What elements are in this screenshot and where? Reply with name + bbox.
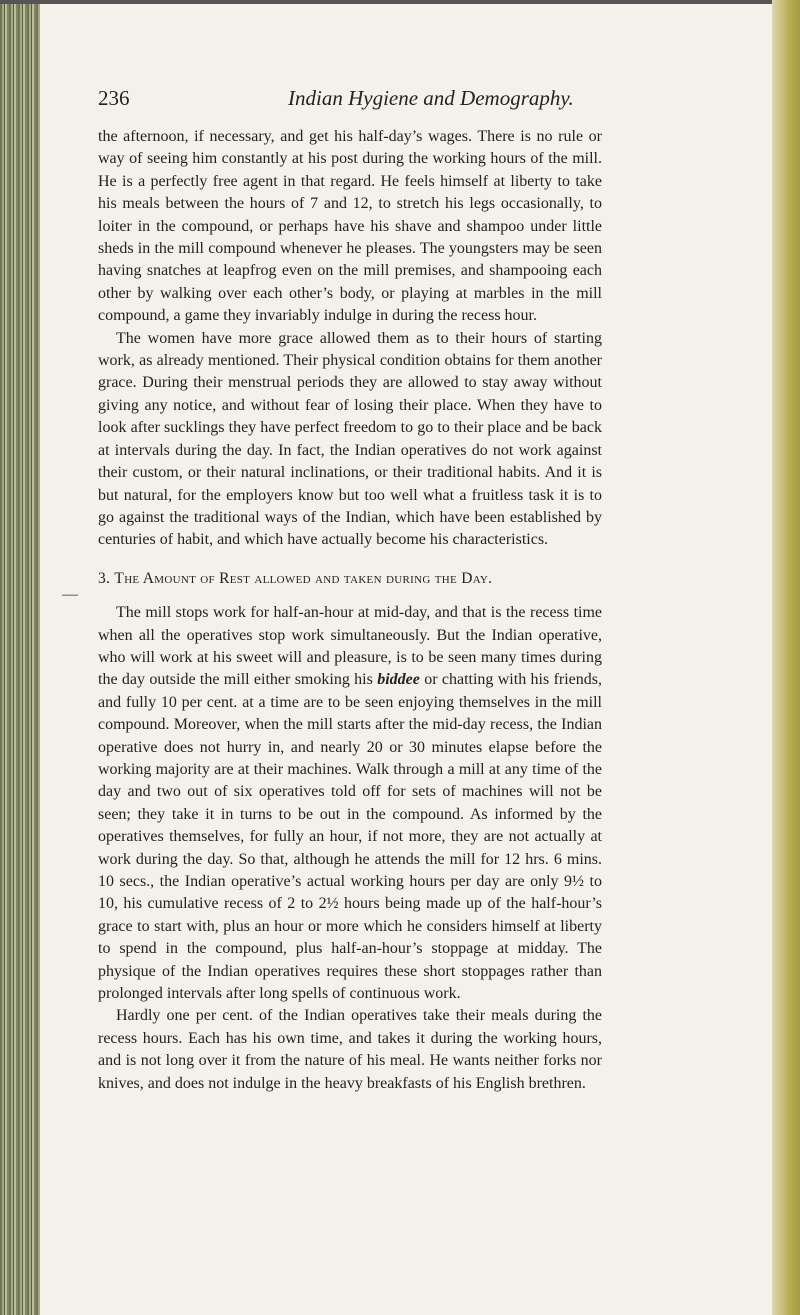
book-binding-edge (0, 0, 40, 1315)
body-text (98, 126, 602, 1095)
paragraph-1: the afternoon, if necessary, and get his half-day’s wages. There is no rule or way of seeing him constantly at his post during the working hours of the mill. He is a perfectly free agent in that regard. He feels himself at liberty to take his meals between the hours of 7 and 12, to stretch his legs occasionally, to loiter in the compound, or perhaps have his shave and shampoo under little sheds in the mill compound whenever he pleases. The youngsters may be seen having snatches at leapfrog even on the mill premises, and shampooing each other by walking over each other’s body, or playing at marbles in the mill compound, a game they invariably indulge in during the recess hour. (98, 128, 602, 325)
page-number: 236 (98, 86, 130, 110)
margin-mark: — (62, 586, 78, 603)
paragraph-3-part-1: The mill stops work for half-an-hour at mid-day, and that is the recess time when all the operatives stop work simultaneously. But the Indian operative, who will work at his sweet will and pleasure, is to be seen many times during the day outside the mill either smoking his (98, 604, 602, 689)
section-number: 3. (98, 569, 111, 587)
paragraph-3 (98, 602, 602, 1005)
section-title: The Amount of Rest allowed and taken during the Day. (114, 569, 493, 587)
paragraph-4: Hardly one per cent. of the Indian operatives take their meals during the recess hours. Each has his own time, and takes it during the working hours, and is not long over it from the nature of his meal. He wants neither forks nor knives, and does not indulge in the heavy breakfasts of his English brethren. (98, 1007, 602, 1092)
term-biddee: biddee (377, 671, 420, 689)
paragraph-3-part-2: or chatting with his friends, and fully 10 per cent. at a time are to be seen enjoying themselves in the mill compound. Moreover, when the mill starts after the mid-day recess, the Indian operative does not hurry in, and nearly 20 or 30 minutes elapse before the working majority are at their machines. Walk through a mill at any time of the day and two out of six operatives told off for sets of machines will not be seen; they take it in turns to be out in the compound. As informed by the operatives themselves, for fully an hour, if not more, they are not actually at work during the day. So that, although he attends the mill for 12 hrs. 6 mins. 10 secs., the Indian operative’s actual working hours per day are only 9½ to 10, his cumulative recess of 2 to 2½ hours being made up of the half-hour’s grace to start with, plus an hour or more which he considers himself at liberty to spend in the compound, plus half-an-hour’s stoppage at midday. The physique of the Indian operatives requires these short stoppages rather than prolonged intervals after long spells of continuous work. (98, 671, 602, 1003)
paragraph-2: The women have more grace allowed them as to their hours of starting work, as already mentioned. Their physical condition obtains for them another grace. During their menstrual periods they are allowed to stay away without giving any notice, and without fear of losing their place. When they have to look after sucklings they have perfect freedom to go to their place and be back at intervals during the day. In fact, the Indian operatives do not work against their custom, or their natural inclinations, or their traditional habits. And it is but natural, for the employers know but too well what a fruitless task it is to go against the traditional ways of the Indian, which have been established by centuries of habit, and which have actually become his characteristics. (98, 329, 602, 549)
page-right-edge (772, 0, 800, 1315)
running-title: Indian Hygiene and Demography. (288, 86, 574, 110)
section-heading (98, 568, 602, 590)
page-header (98, 86, 604, 120)
